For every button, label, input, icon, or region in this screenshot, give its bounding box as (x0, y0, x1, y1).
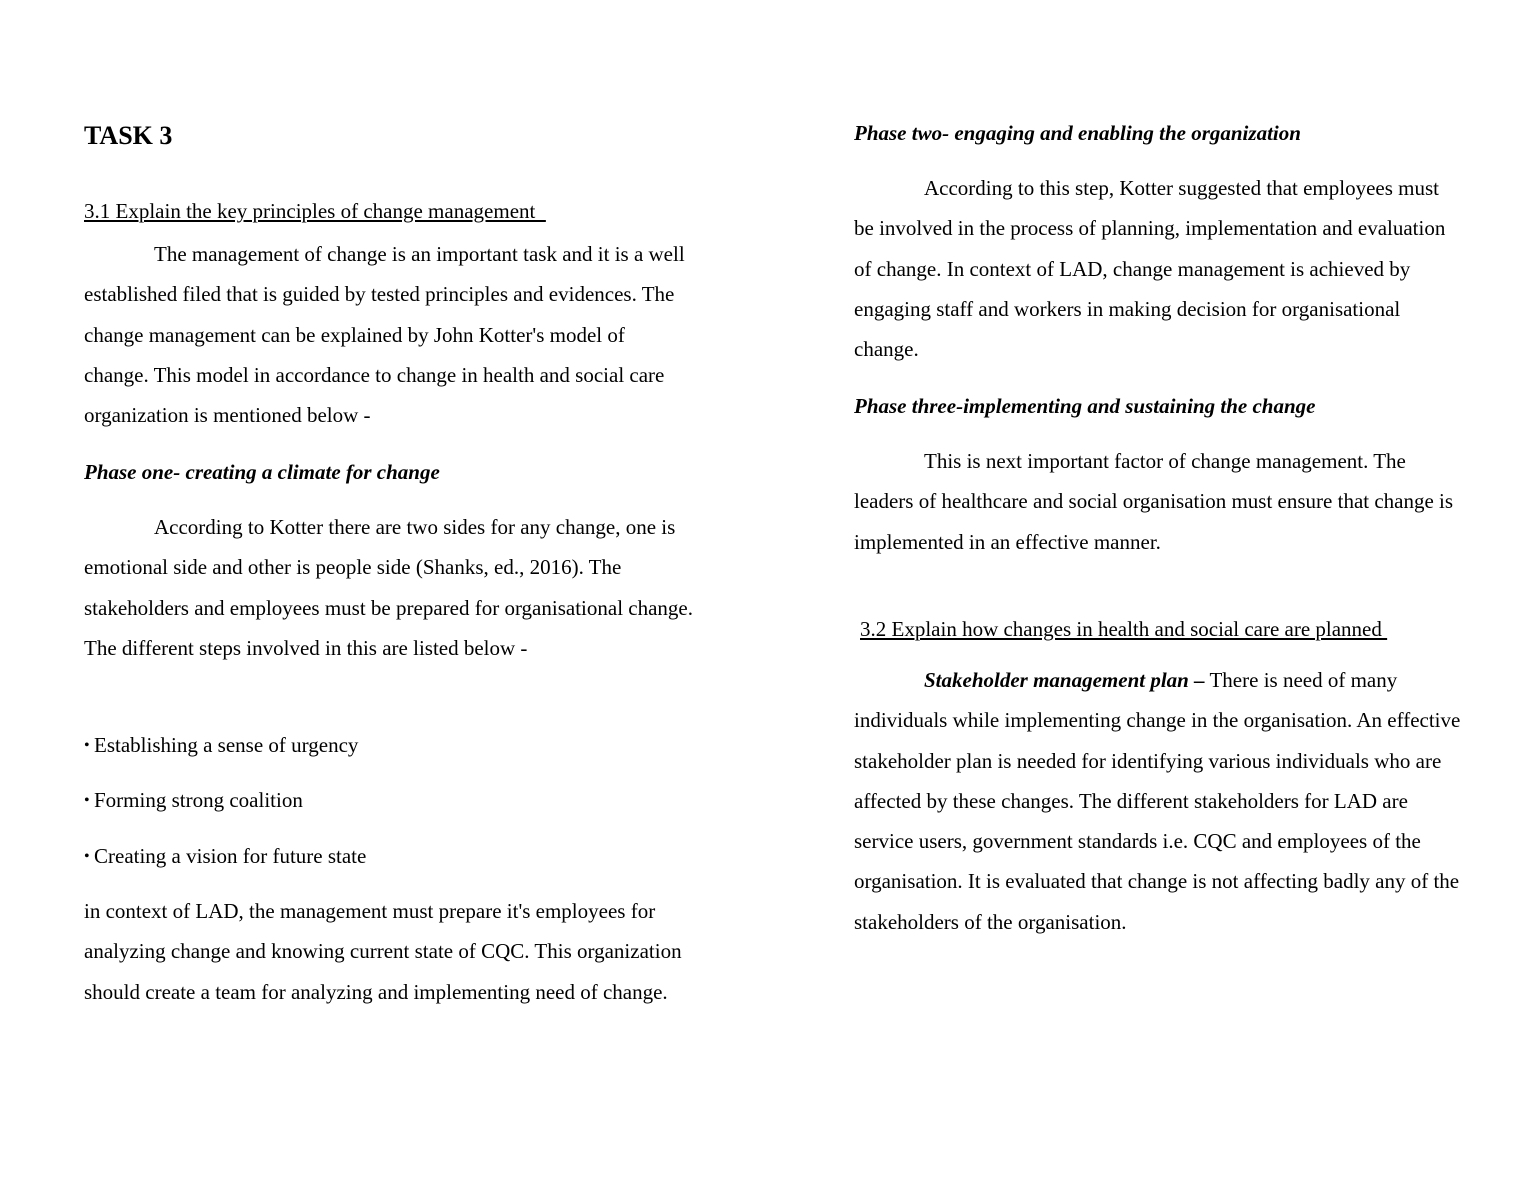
phase-two-heading: Phase two- engaging and enabling the organization (854, 121, 1301, 145)
phase-three-heading: Phase three-implementing and sustaining the change (854, 394, 1316, 418)
task-title: TASK 3 (84, 121, 173, 150)
bullet-item (84, 785, 303, 816)
phase-one-heading: Phase one- creating a climate for change (84, 460, 440, 484)
intro-paragraph: The management of change is an important task and it is a well established filed that is guided by tested principles and evidences. The change management can be explained by John Kotter's model of change. This model in accordance to change in health and social care organization is mentioned below - (84, 242, 685, 428)
bullet-icon: • (84, 737, 90, 754)
bullet-text: Establishing a sense of urgency (94, 733, 359, 757)
phase-three-paragraph: This is next important factor of change management. The leaders of healthcare and social organisation must ensure that change is implemented in an effective manner. (854, 449, 1454, 554)
closing-paragraph: in context of LAD, the management must prepare it's employees for analyzing change and knowing current state of CQC. This organization should create a team for analyzing and implementing need of change. (84, 899, 682, 1004)
bullet-text: Forming strong coalition (94, 788, 303, 812)
stakeholder-body: There is need of many individuals while implementing change in the organisation. An effective stakeholder plan is needed for identifying various individuals who are affected by these changes. The different stakeholders for LAD are service users, government standards i.e. CQC and employees of the organisation. It is evaluated that change is not affecting badly any of the stakeholders of the organisation. (854, 668, 1461, 934)
bullet-icon: • (84, 792, 90, 809)
phase-one-paragraph: According to Kotter there are two sides for any change, one is emotional side and other is people side (Shanks, ed., 2016). The stakeholders and employees must be prepared for organisational change. The different steps involved in this are listed below - (84, 515, 693, 660)
bullet-item (84, 841, 366, 872)
stakeholder-paragraph (854, 660, 1464, 942)
bullet-item (84, 730, 358, 761)
stakeholder-lead: Stakeholder management plan – (924, 668, 1205, 692)
bullet-text: Creating a vision for future state (94, 844, 367, 868)
phase-two-paragraph: According to this step, Kotter suggested that employees must be involved in the process of planning, implementation and evaluation of change. In context of LAD, change management is achieved by engaging staff and workers in making decision for organisational change. (854, 176, 1446, 362)
bullet-icon: • (84, 848, 90, 865)
section-heading-3-2: 3.2 Explain how changes in health and social care are planned (860, 617, 1388, 641)
section-heading-3-1: 3.1 Explain the key principles of change management (84, 199, 546, 223)
